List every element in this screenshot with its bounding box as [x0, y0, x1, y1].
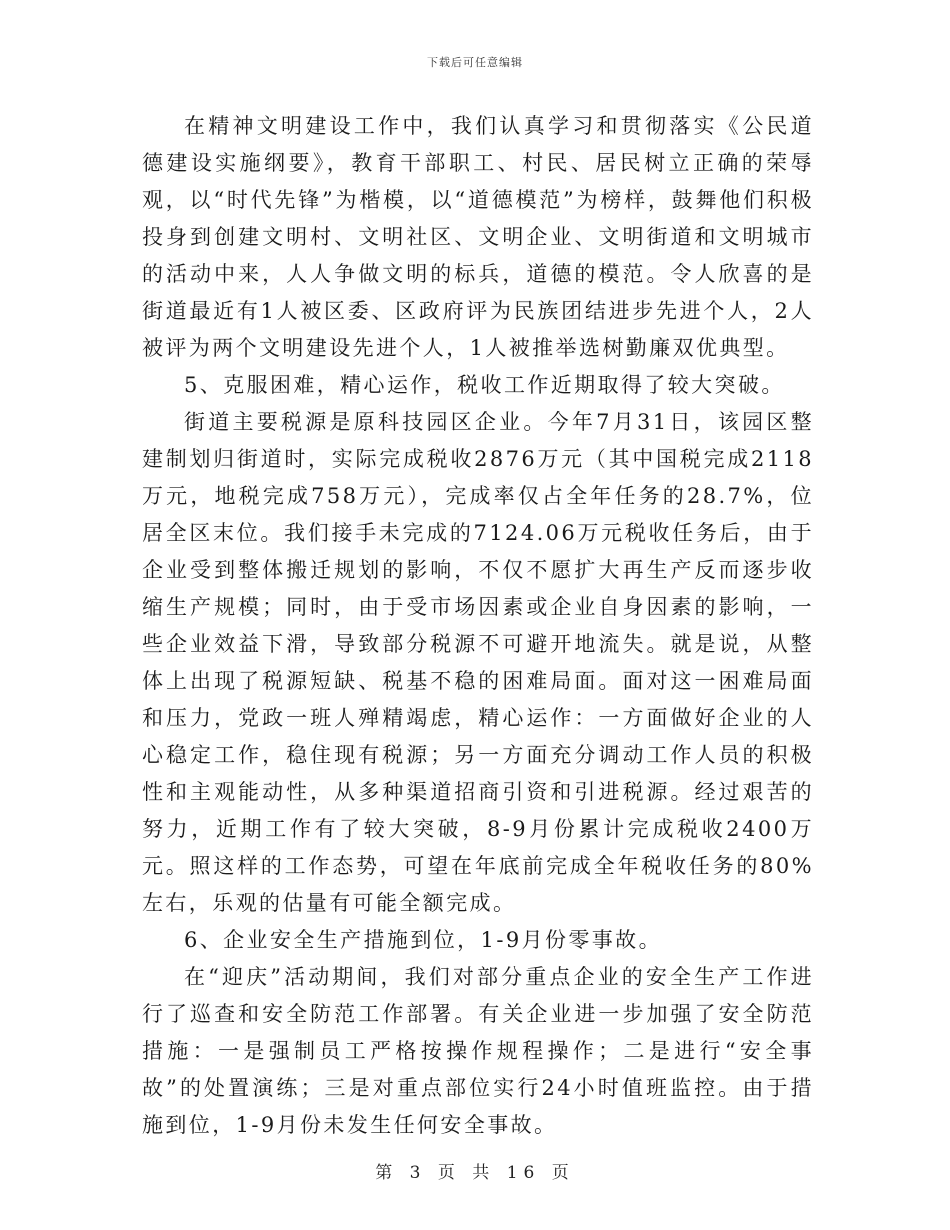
page-number: 第 3 页 共 16 页 [375, 1163, 575, 1183]
paragraph-safety-measures: 在“迎庆”活动期间，我们对部分重点企业的安全生产工作进行了巡查和安全防范工作部署。有关企业进一步加强了安全防范措施：一是强制员工严格按操作规程操作；二是进行“安全事故”的处置演练；三是对重点部位实行24小时值班监控。由于措施到位，1-9月份未发生任何安全事故。 [142, 965, 814, 1137]
document-body [142, 108, 814, 1144]
heading-tax-breakthrough: 5、克服困难，精心运作，税收工作近期取得了较大突破。 [184, 373, 785, 397]
paragraph-spiritual-civilization: 在精神文明建设工作中，我们认真学习和贯彻落实《公民道德建设实施纲要》，教育干部职工、村民、居民树立正确的荣辱观，以“时代先锋”为楷模，以“道德模范”为榜样，鼓舞他们积极投身到创建文明村、文明社区、文明企业、文明街道和文明城市的活动中来，人人争做文明的标兵，道德的模范。令人欣喜的是街道最近有1人被区委、区政府评为民族团结进步先进个人，2人被评为两个文明建设先进个人，1人被推举选树勤廉双优典型。 [142, 114, 814, 360]
heading-safety-production: 6、企业安全生产措施到位，1-9月份零事故。 [184, 928, 662, 952]
page-header-note: 下载后可任意编辑 [427, 56, 523, 69]
paragraph-tax-work: 街道主要税源是原科技园区企业。今年7月31日，该园区整建制划归街道时，实际完成税收2876万元（其中国税完成2118万元，地税完成758万元），完成率仅占全年任务的28.7%，位居全区末位。我们接手未完成的7124.06万元税收任务后，由于企业受到整体搬迁规划的影响，不仅不愿扩大再生产反而逐步收缩生产规模；同时，由于受市场因素或企业自身因素的影响，一些企业效益下滑，导致部分税源不可避开地流失。就是说，从整体上出现了税源短缺、税基不稳的困难局面。面对这一困难局面和压力，党政一班人殚精竭虑，精心运作：一方面做好企业的人心稳定工作，稳住现有税源；另一方面充分调动工作人员的积极性和主观能动性，从多种渠道招商引资和引进税源。经过艰苦的努力，近期工作有了较大突破，8-9月份累计完成税收2400万元。照这样的工作态势，可望在年底前完成全年税收任务的80%左右，乐观的估量有可能全额完成。 [142, 410, 814, 915]
